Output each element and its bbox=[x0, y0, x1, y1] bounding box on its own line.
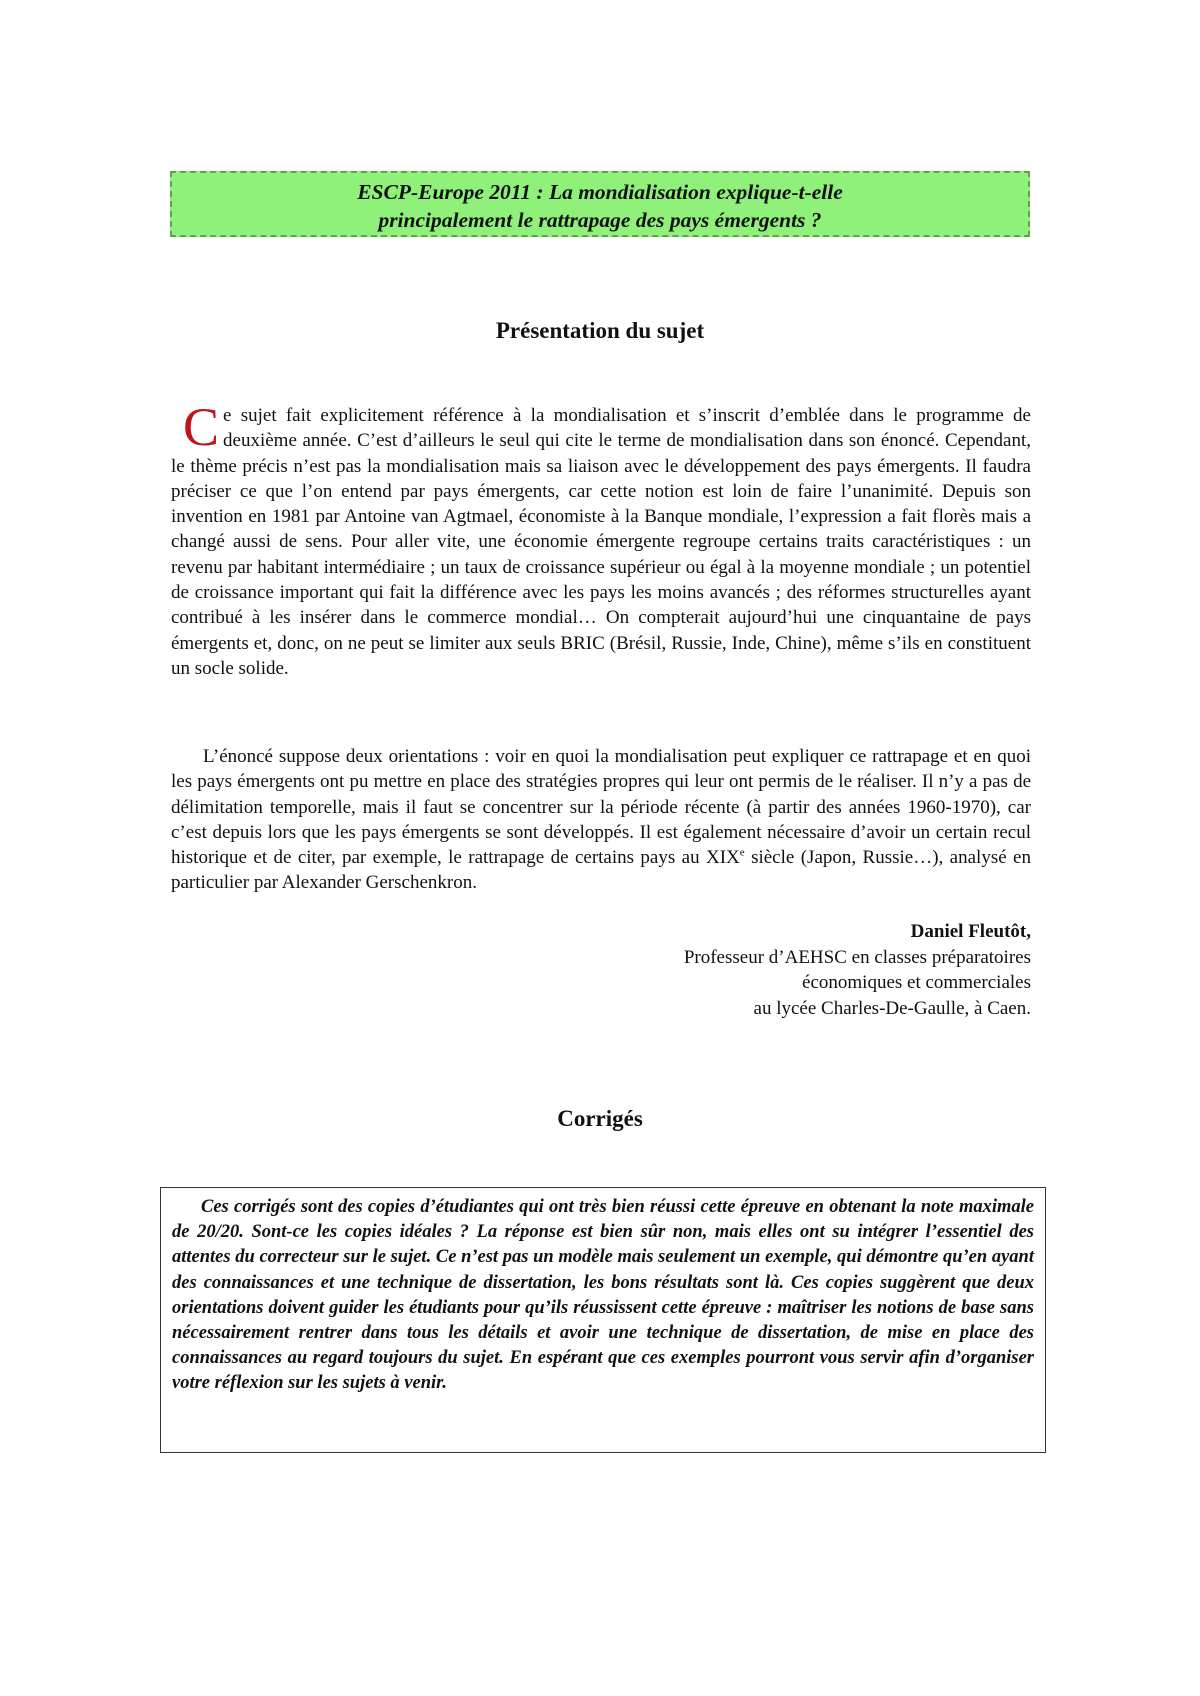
corriges-note-box bbox=[160, 1187, 1046, 1453]
author-signature bbox=[171, 919, 1031, 1021]
paragraph-2-text: L’énoncé suppose deux orientations : voir en quoi la mondialisation peut expliquer ce rattrapage et en quoi les pays émergents ont pu mettre en place des stratégies propres qui leur ont permis de le réaliser. Il n’y a pas de délimitation temporelle, mais il faut se concentrer sur la période récente (à partir des années 1960-1970), car c’est depuis lors que les pays émergents se sont développés. Il est également nécessaire d’avoir un certain recul historique et de citer, par exemple, le rattrapage de certains pays au XIX bbox=[171, 746, 1031, 869]
title-line-1: ESCP-Europe 2011 : La mondialisation explique-t-elle bbox=[357, 180, 843, 204]
presentation-paragraph-2 bbox=[171, 744, 1031, 896]
presentation-heading: Présentation du sujet bbox=[495, 318, 705, 343]
presentation-paragraph-1 bbox=[171, 397, 1031, 681]
author-title-line-1: Professeur d’AEHSC en classes préparatoires bbox=[683, 946, 1031, 968]
corriges-note-text: Ces corrigés sont des copies d’étudiantes qui ont très bien réussi cette épreuve en obtenant la note maximale de 20/20. Sont-ce les copies idéales ? La réponse est bien sûr non, mais elles ont su intégrer l’essentiel des attentes du correcteur sur le sujet. Ce n’est pas un modèle mais seulement un exemple, qui démontre qu’en ayant des connaissances et une technique de dissertation, les bons résultats sont là. Ces copies suggèrent que deux orientations doivent guider les étudiants pour qu’ils réussissent cette épreuve : maîtriser les notions de base sans nécessairement rentrer dans tous les détails et avoir une technique de dissertation, de mise en place des connaissances au regard toujours du sujet. En espérant que ces exemples pourront vous servir afin d’organiser votre réflexion sur les sujets à venir. bbox=[172, 1197, 1034, 1394]
paragraph-2-text-end: siècle (Japon, Russie…), analysé en particulier par Alexander Gerschenkron. bbox=[171, 847, 1031, 894]
paragraph-1-text: e sujet fait explicitement référence à la mondialisation et s’inscrit d’emblée dans le programme de deuxième année. C’est d’ailleurs le seul qui cite le terme de mondialisation dans son énoncé. Cependant, le thème précis n’est pas la mondialisation mais sa liaison avec le développement des pays émergents. Il faudra préciser ce que l’on entend par pays émergents, car cette notion est loin de faire l’unanimité. Depuis son invention en 1981 par Antoine van Agtmael, économiste à la Banque mondiale, l’expression a fait florès mais a changé aussi de sens. Pour aller vite, une économie émergente regroupe certains traits caractéristiques : un revenu par habitant intermédiaire ; un taux de croissance supérieur ou égal à la moyenne mondiale ; un potentiel de croissance important qui fait la différence avec les pays les moins avancés ; des réformes structurelles ayant contribué à les insérer dans le commerce mondial… On compterait aujourd’hui une cinquantaine de pays émergents et, donc, on ne peut se limiter aux seuls BRIC (Brésil, Russie, Inde, Chine), même s’ils en constituent un socle solide. bbox=[171, 405, 1031, 679]
drop-cap: C bbox=[183, 397, 220, 457]
author-title-line-3: au lycée Charles-De-Gaulle, à Caen. bbox=[753, 997, 1031, 1019]
author-name: Daniel Fleutôt, bbox=[910, 921, 1031, 942]
author-title-line-2: économiques et commerciales bbox=[802, 972, 1031, 993]
title-line-2: principalement le rattrapage des pays émergents ? bbox=[378, 208, 822, 232]
century-superscript: e bbox=[739, 846, 745, 859]
corriges-heading: Corrigés bbox=[557, 1106, 643, 1131]
title-banner bbox=[170, 171, 1030, 237]
